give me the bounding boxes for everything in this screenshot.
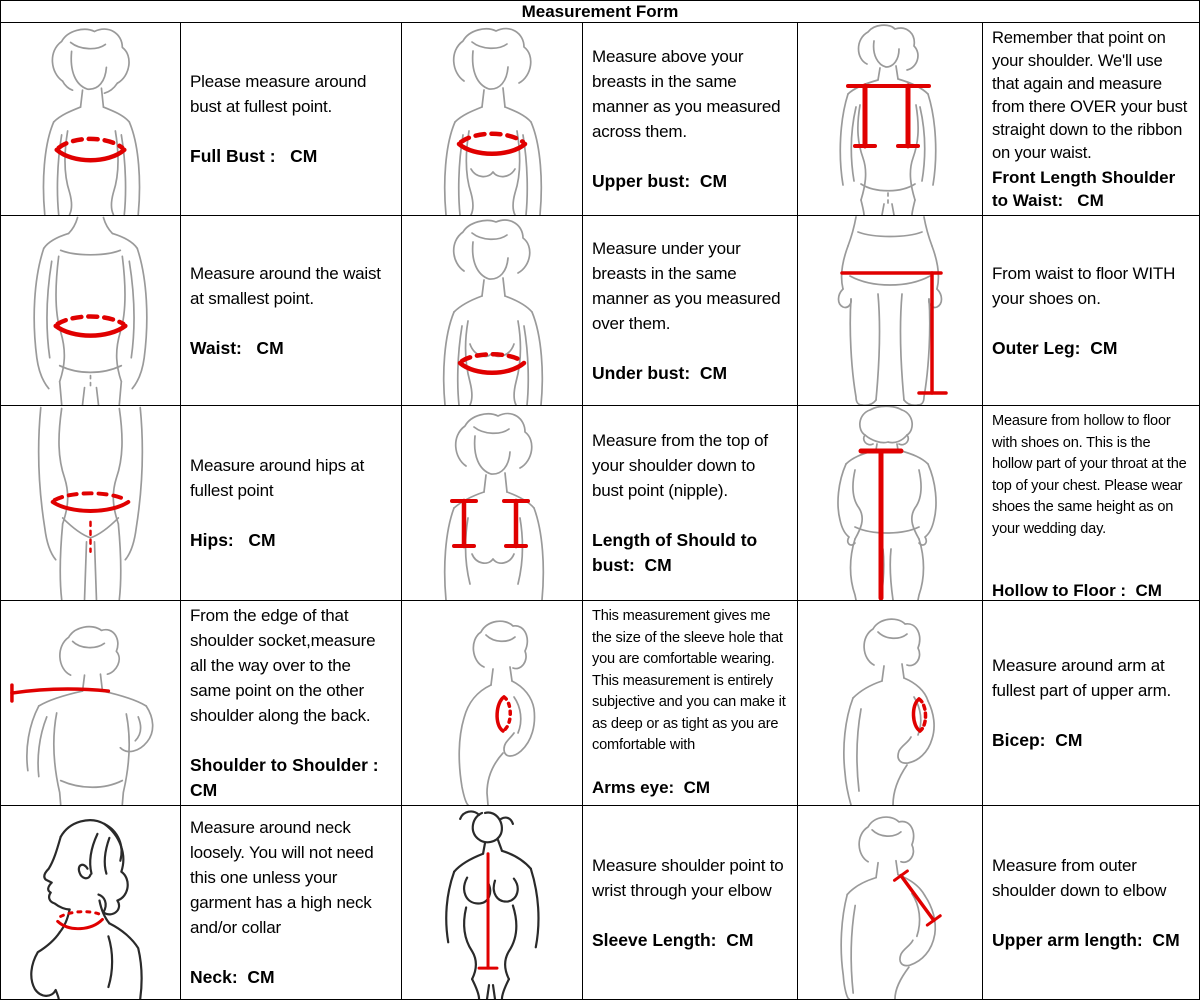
hollow-to-floor-instruction-cell (983, 406, 1199, 600)
shoulder-to-shoulder-instruction-cell (181, 601, 401, 805)
measurement-label: Shoulder to Shoulder : CM (190, 755, 379, 800)
instruction-text: Please measure around bust at fullest point. (190, 72, 367, 116)
outer-leg-figure (798, 216, 982, 405)
front-length-figure (798, 23, 982, 215)
upper-arm-length-instruction-cell (983, 806, 1199, 999)
instruction-text: Measure around the waist at smallest point. (190, 263, 381, 308)
waist-figure (1, 216, 180, 405)
instruction-text: From waist to floor WITH your shoes on. (992, 263, 1176, 308)
hips-illustration-icon (1, 406, 180, 600)
instruction-text: Measure above your breasts in the same manner as you measured across them. (592, 47, 781, 141)
instruction-text: This measurement gives me the size of the sleeve hole that you are comfortable wearing. This measurement is entirely subjective and you can make it as deep or as tight as you are comfortable with (592, 608, 786, 753)
front-length-instruction-cell (983, 23, 1199, 215)
waist-instruction-cell (181, 216, 401, 405)
measurement-label: Waist: CM (190, 337, 284, 358)
outer-leg-illustration-icon (798, 216, 982, 405)
measurement-label: Front Length Shoulder to Waist: CM (992, 168, 1176, 210)
hollow-to-floor-illustration-icon (798, 406, 982, 600)
instruction-text: From the edge of that shoulder socket,measure all the way over to the same point on the other shoulder along the back. (190, 606, 376, 725)
instruction-text: Measure from hollow to floor with shoes on. This is the hollow part of your throat at the top of your chest. Please wear shoes the same height as on your wedding day. (992, 413, 1187, 537)
neck-illustration-icon (1, 806, 180, 999)
instruction-text: Measure under your breasts in the same manner as you measured over them. (592, 238, 781, 333)
under-bust-figure (402, 216, 582, 405)
measurement-label: Length of Should to bust: CM (592, 530, 758, 575)
outer-leg-instruction-cell (983, 216, 1199, 405)
waist-illustration-icon (1, 216, 180, 405)
upper-arm-length-illustration-icon (798, 806, 982, 999)
instruction-text: Measure around neck loosely. You will not need this one unless your garment has a high neck and/or collar (190, 818, 374, 937)
sleeve-length-instruction-cell (583, 806, 797, 999)
upper-bust-instruction-cell (583, 23, 797, 215)
measurement-label: Upper arm length: CM (992, 929, 1180, 950)
instruction-text: Measure around arm at fullest part of upper arm. (992, 656, 1172, 700)
measurement-label: Bicep: CM (992, 730, 1083, 750)
full-bust-figure (1, 23, 180, 215)
measurement-label: Outer Leg: CM (992, 337, 1118, 358)
shoulder-to-shoulder-illustration-icon (1, 601, 180, 805)
full-bust-instruction-cell (181, 23, 401, 215)
hips-figure (1, 406, 180, 600)
instruction-text: Measure from the top of your shoulder down to bust point (nipple). (592, 431, 768, 500)
measurement-label: Neck: CM (190, 967, 275, 987)
bicep-figure (798, 601, 982, 805)
arms-eye-instruction-cell (583, 601, 797, 805)
front-length-illustration-icon (798, 23, 982, 215)
measurement-label: Hollow to Floor : CM (992, 581, 1162, 600)
instruction-text: Measure shoulder point to wrist through your elbow (592, 855, 784, 900)
hips-instruction-cell (181, 406, 401, 600)
measurement-label: Upper bust: CM (592, 171, 728, 191)
under-bust-illustration-icon (402, 216, 582, 405)
upper-bust-figure (402, 23, 582, 215)
measurement-label: Arms eye: CM (592, 777, 711, 797)
under-bust-instruction-cell (583, 216, 797, 405)
shoulder-to-bust-instruction-cell (583, 406, 797, 600)
arms-eye-illustration-icon (402, 601, 582, 805)
measurement-label: Sleeve Length: CM (592, 929, 754, 950)
hollow-to-floor-figure (798, 406, 982, 600)
upper-bust-illustration-icon (402, 23, 582, 215)
upper-arm-length-figure (798, 806, 982, 999)
bicep-instruction-cell (983, 601, 1199, 805)
page-title: Measurement Form (1, 1, 1199, 22)
neck-figure (1, 806, 180, 999)
instruction-text: Remember that point on your shoulder. We'll use that again and measure from there OVER your bust straight down to the ribbon on your waist. (992, 28, 1188, 162)
bicep-illustration-icon (798, 601, 982, 805)
sleeve-length-figure (402, 806, 582, 999)
shoulder-to-bust-figure (402, 406, 582, 600)
shoulder-to-bust-illustration-icon (402, 406, 582, 600)
measurement-label: Full Bust : CM (190, 146, 318, 166)
measurement-label: Under bust: CM (592, 362, 728, 383)
instruction-text: Measure around hips at fullest point (190, 456, 365, 500)
sleeve-length-illustration-icon (402, 806, 582, 999)
full-bust-illustration-icon (1, 23, 180, 215)
arms-eye-figure (402, 601, 582, 805)
measurement-label: Hips: CM (190, 530, 276, 550)
instruction-text: Measure from outer shoulder down to elbow (992, 855, 1167, 900)
shoulder-to-shoulder-figure (1, 601, 180, 805)
neck-instruction-cell (181, 806, 401, 999)
